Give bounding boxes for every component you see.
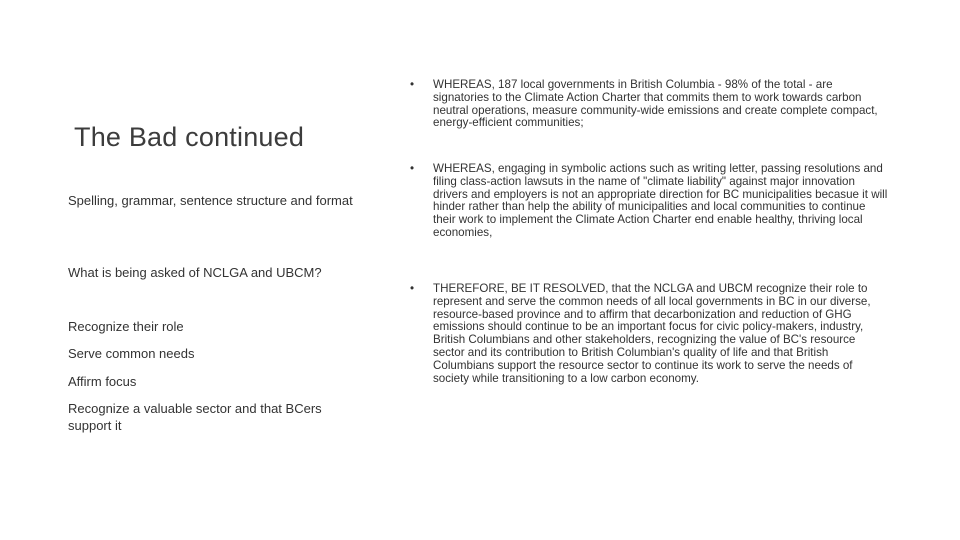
bullet-text: THEREFORE, BE IT RESOLVED, that the NCLGA and UBCM recognize their role to represent and serve the common needs of all local governments in BC in our diverse, resource-based province and to affirm that decarbonization and reduction of GHG emissions should continue to be an important focus for civic policy-makers, industry, British Columbians and other stakeholders, recognizing the value of BC's resource sector and its contribution to British Columbian's quality of life and that British Columbians support the resource sector to continue its work to serve the needs of society while transitioning to a low carbon economy. [433,282,871,385]
note-affirm-focus: Affirm focus [68,374,137,389]
bullet-dot: • [410,162,415,175]
bullet-text: WHEREAS, 187 local governments in British Columbia - 98% of the total - are signatories to the Climate Action Charter that commits them to work towards carbon neutral operations, measure community-wide emissions and create complete compact, energy-efficient communities; [433,78,878,130]
bullet-whereas-1 [410,79,890,130]
bullet-text: WHEREAS, engaging in symbolic actions such as writing letter, passing resolutions and filing class-action lawsuts in the name of "climate liability" against major innovation drivers and employers is not an appropriate direction for BC municipalities becasue it will hinder rather than help the ability of municipalities and local communities to continue their work to implement the Climate Action Charter end enable healthy, thriving local economies, [433,162,888,239]
note-what-is-asked: What is being asked of NCLGA and UBCM? [68,265,322,280]
bullet-therefore [410,283,890,385]
bullet-whereas-2 [410,163,890,240]
note-recognize-sector: Recognize a valuable sector and that BCers support it [68,401,322,433]
slide-title: The Bad continued [74,122,305,152]
bullet-dot: • [410,282,415,295]
note-recognize-role: Recognize their role [68,319,184,334]
note-spelling-grammar: Spelling, grammar, sentence structure and format [68,193,353,208]
note-serve-needs: Serve common needs [68,346,195,361]
bullet-dot: • [410,78,415,91]
